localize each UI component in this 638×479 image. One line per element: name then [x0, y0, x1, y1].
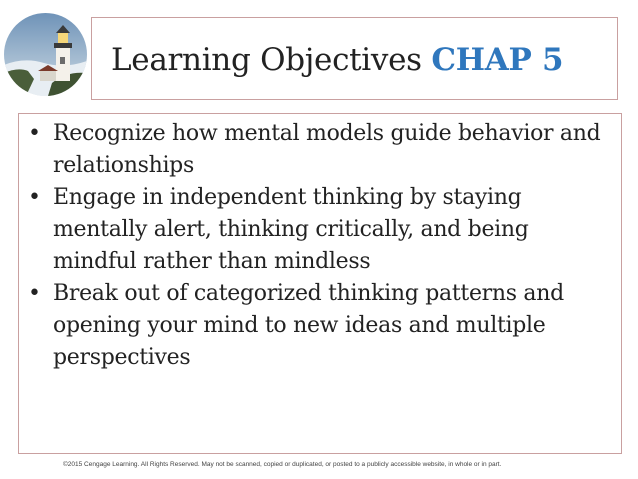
bullet-list	[28, 118, 618, 374]
bullet-text: Recognize how mental models guide behavior and relationships	[53, 121, 601, 178]
title-accent: CHAP 5	[431, 42, 564, 78]
bullet-dot-icon: •	[28, 185, 41, 210]
bullet-item	[28, 182, 618, 278]
bullet-dot-icon: •	[28, 121, 41, 146]
slide-title	[111, 40, 563, 80]
bullet-text: Break out of categorized thinking patterns and opening your mind to new ideas and multiple perspectives	[53, 281, 564, 370]
lighthouse-logo-icon	[4, 13, 87, 96]
title-main: Learning Objectives	[111, 42, 422, 78]
bullet-text: Engage in independent thinking by staying mentally alert, thinking critically, and being mindful rather than mindless	[53, 185, 529, 274]
bullet-item	[28, 278, 618, 374]
bullet-dot-icon: •	[28, 281, 41, 306]
bullet-item	[28, 118, 618, 182]
copyright-footer: ©2015 Cengage Learning. All Rights Reserved. May not be scanned, copied or duplicated, or posted to a publicly accessible website, in whole or in part.	[63, 461, 502, 468]
